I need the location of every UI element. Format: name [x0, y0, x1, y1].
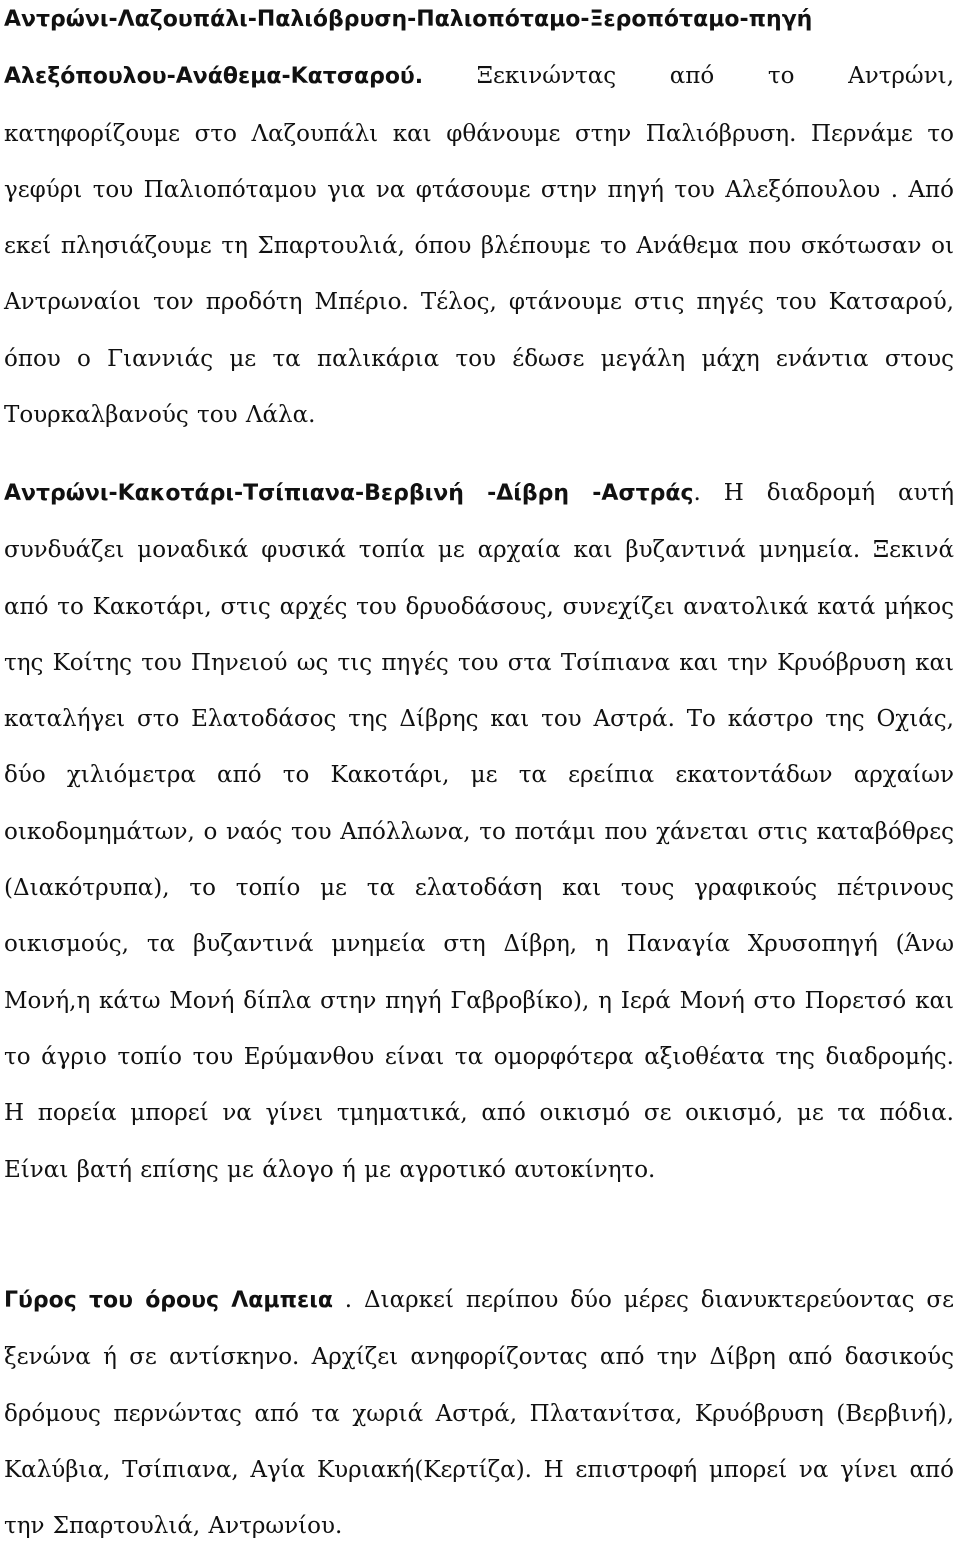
route-paragraph-androni-astras: [4, 465, 954, 1198]
route-heading: Αντρώνι-Κακοτάρι-Τσίπιανα-Βερβινή -Δίβρη -Αστράς: [4, 481, 694, 506]
route-heading: Αντρώνι-Λαζουπάλι-Παλιόβρυση-Παλιοπόταμο-Ξεροπόταμο-πηγή Αλεξόπουλου-Ανάθεμα-Κατσαρού.: [4, 7, 813, 90]
route-heading: Γύρος του όρους Λαμπεια: [4, 1288, 333, 1313]
route-description: . Η διαδρομή αυτή συνδυάζει μοναδικά φυσικά τοπία με αρχαία και βυζαντινά μνημεία. Ξεκινά από το Κακοτάρι, στις αρχές του δρυοδάσους, συνεχίζει ανατολικά κατά μήκος της Κοίτης του Πηνειού ως τις πηγές του στα Τσίπιανα και την Κρυόβρυση και καταλήγει στο Ελατοδάσος της Δίβρης και του Αστρά. Το κάστρο της Οχιάς, δύο χιλιόμετρα από το Κακοτάρι, με τα ερείπια εκατοντάδων αρχαίων οικοδομημάτων, ο ναός του Απόλλωνα, το ποτάμι που χάνεται στις καταβόθρες (Διακότρυπα), το τοπίο με τα ελατοδάση και τους γραφικούς πέτρινους οικισμούς, τα βυζαντινά μνημεία στη Δίβρη, η Παναγία Χρυσοπηγή (Άνω Μονή,η κάτω Μονή δίπλα στην πηγή Γαβροβίκο), η Ιερά Μονή στο Πορετσό και το άγριο τοπίο του Ερύμανθου είναι τα ομορφότερα αξιοθέατα της διαδρομής. Η πορεία μπορεί να γίνει τμηματικά, από οικισμό σε οικισμό, με τα πόδια. Είναι βατή επίσης με άλογο ή με αγροτικό αυτοκίνητο.: [4, 480, 954, 1183]
route-paragraph-androni-katsarou: [4, 0, 954, 443]
route-description: Ξεκινώντας από το Αντρώνι, κατηφορίζουμε στο Λαζουπάλι και φθάνουμε στην Παλιόβρυση. Περνάμε το γεφύρι του Παλιοπόταμου για να φτάσουμε στην πηγή του Αλεξόπουλου . Από εκεί πλησιάζουμε τη Σπαρτουλιά, όπου βλέπουμε το Ανάθεμα που σκότωσαν οι Αντρωναίοι τον προδότη Μπέριο. Τέλος, φτάνουμε στις πηγές του Κατσαρού, όπου ο Γιαννιάς με τα παλικάρια του έδωσε μεγάλη μάχη ενάντια στους Τουρκαλβανούς του Λάλα.: [4, 63, 954, 429]
route-paragraph-lampeia-tour: [4, 1272, 954, 1554]
route-description: . Διαρκεί περίπου δύο μέρες διανυκτερεύοντας σε ξενώνα ή σε αντίσκηνο. Αρχίζει ανηφορίζοντας από την Δίβρη από δασικούς δρόμους περνώντας από τα χωριά Αστρά, Πλατανίτσα, Κρυόβρυση (Βερβινή), Καλύβια, Τσίπιανα, Αγία Κυριακή(Κερτίζα). Η επιστροφή μπορεί να γίνει από την Σπαρτουλιά, Αντρωνίου.: [4, 1287, 954, 1540]
